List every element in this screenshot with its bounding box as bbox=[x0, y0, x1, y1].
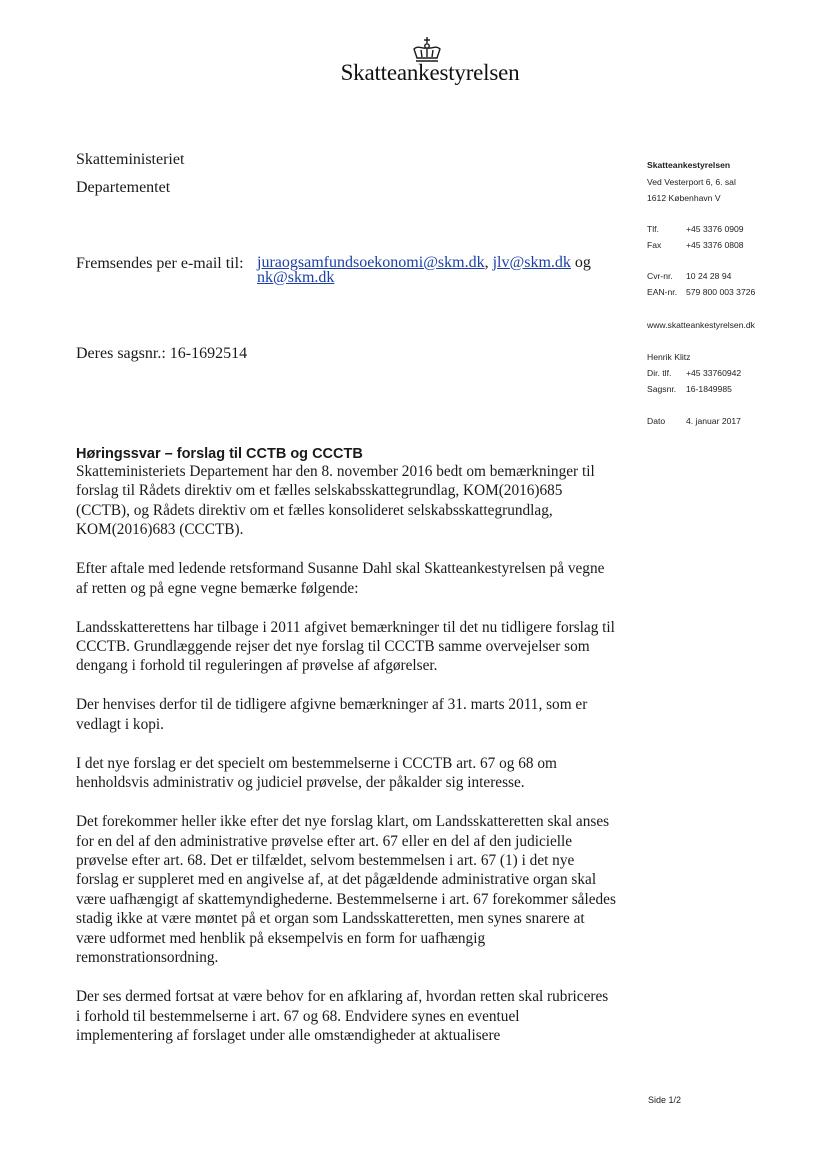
ean-value: 579 800 003 3726 bbox=[686, 287, 756, 297]
cvr-value: 10 24 28 94 bbox=[686, 271, 732, 281]
date-value: 4. januar 2017 bbox=[686, 416, 741, 426]
letter-body bbox=[76, 462, 616, 1065]
email-link[interactable]: nk@skm.dk bbox=[257, 269, 335, 286]
body-paragraph: Der ses dermed fortsat at være behov for en afklaring af, hvordan retten skal rubriceres i forhold til bestemmelserne i art. 67 og 68. Endvidere synes en eventuel implementering af forslaget under alle omstændigheder at aktualisere bbox=[76, 988, 609, 1044]
body-paragraph: Skatteministeriets Departement har den 8. november 2016 bedt om bemærkninger til forslag til Rådets direktiv om et fælles selskabsskattegrundlag, KOM(2016)685 (CCTB), og Rådets direktiv om et fælles konsolideret selskabsskattegrundlag, KOM(2016)683 (CCCTB). bbox=[76, 463, 595, 539]
email-links bbox=[257, 255, 617, 285]
direct-phone-row bbox=[647, 368, 741, 378]
date-label: Dato bbox=[647, 416, 666, 426]
agency-logo-name: Skatteankestyrelsen bbox=[340, 60, 520, 85]
case-number-label: Sagsnr. bbox=[647, 384, 677, 394]
email-separator: og bbox=[574, 254, 591, 271]
fax-label: Fax bbox=[647, 240, 662, 250]
contact-name: Henrik Klitz bbox=[647, 352, 691, 362]
body-paragraph: Efter aftale med ledende retsformand Susanne Dahl skal Skatteankestyrelsen på vegne af retten og på egne vegne bemærke følgende: bbox=[76, 560, 605, 597]
sender-address-line: Ved Vesterport 6, 6. sal bbox=[647, 177, 736, 187]
sender-address-line: 1612 København V bbox=[647, 193, 721, 203]
phone-value: +45 3376 0909 bbox=[686, 224, 744, 234]
page-number: Side 1/2 bbox=[648, 1095, 682, 1105]
recipient-line: Departementet bbox=[76, 179, 171, 196]
fax-value: +45 3376 0808 bbox=[686, 240, 744, 250]
case-reference: Deres sagsnr.: 16-1692514 bbox=[76, 345, 248, 362]
phone-row bbox=[647, 224, 744, 234]
sender-org-name: Skatteankestyrelsen bbox=[647, 160, 731, 170]
ean-row bbox=[647, 287, 755, 297]
email-link[interactable]: juraogsamfundsoekonomi@skm.dk bbox=[257, 254, 485, 271]
cvr-label: Cvr-nr. bbox=[647, 271, 673, 281]
date-row bbox=[647, 416, 741, 426]
direct-phone-value: +45 33760942 bbox=[686, 368, 742, 378]
case-number-row bbox=[647, 384, 732, 394]
direct-phone-label: Dir. tlf. bbox=[647, 368, 672, 378]
case-number-value: 16-1849985 bbox=[686, 384, 732, 394]
letter-subject: Høringssvar – forslag til CCTB og CCCTB bbox=[76, 446, 363, 462]
body-paragraph: I det nye forslag er det specielt om bestemmelserne i CCCTB art. 67 og 68 om henholdsvis administrativ og judiciel prøvelse, der påkalder sig interesse. bbox=[76, 754, 557, 792]
website-link[interactable]: www.skatteankestyrelsen.dk bbox=[647, 320, 755, 330]
fax-row bbox=[647, 240, 744, 250]
email-separator: , bbox=[484, 254, 489, 271]
email-label: Fremsendes per e-mail til: bbox=[76, 255, 244, 272]
email-link[interactable]: jlv@skm.dk bbox=[492, 254, 571, 271]
ean-label: EAN-nr. bbox=[647, 287, 678, 297]
recipient-line: Skatteministeriet bbox=[76, 151, 185, 168]
phone-label: Tlf. bbox=[647, 224, 659, 234]
body-paragraph: Det forekommer heller ikke efter det nye forslag klart, om Landsskatteretten skal anses for en del af den administrative prøvelse efter art. 67 eller en del af den judicielle prøvelse efter art. 68. Det er tilfældet, selvom bestemmelsen i art. 67 (1) i det nye forslag er suppleret med en angivelse af, at det pågældende administrative organ skal være uafhængigt af skattemyndighederne. Bestemmelserne i art. 67 forekommer således stadig ikke at være møntet på et organ som Landsskatteretten, men synes snarere at være udformet med henblik på eksempelvis en form for uafhængig remonstrationsordning. bbox=[76, 813, 616, 967]
recipient-address bbox=[76, 146, 184, 202]
body-paragraph: Der henvises derfor til de tidligere afgivne bemærkninger af 31. marts 2011, som er vedlagt i kopi. bbox=[76, 696, 588, 733]
body-paragraph: Landsskatterettens har tilbage i 2011 afgivet bemærkninger til det nu tidligere forslag til CCCTB. Grundlæggende rejser det nye forslag til CCCTB samme overvejelser som dengang i forhold til reguleringen af prøvelse af afgørelser. bbox=[76, 618, 615, 675]
cvr-row bbox=[647, 271, 731, 281]
